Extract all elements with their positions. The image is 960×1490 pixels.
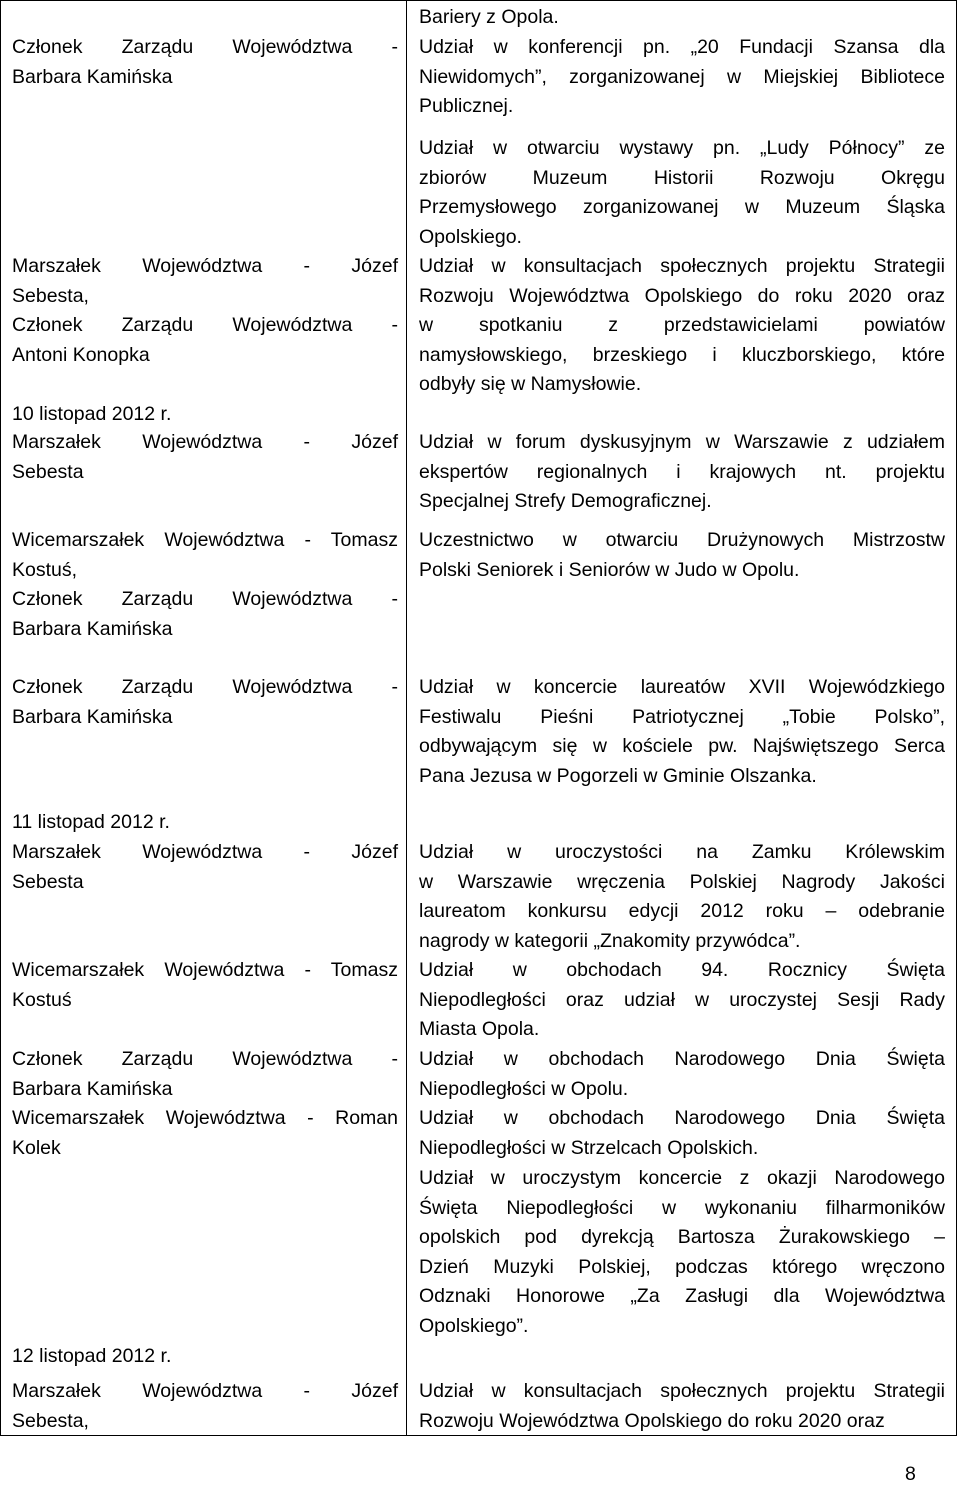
text-line: Udział w obchodach Narodowego Dnia Święta bbox=[419, 1048, 945, 1070]
text-line: Niepodległości w Opolu. bbox=[419, 1077, 629, 1100]
participant-entry bbox=[12, 673, 398, 732]
text-line: laureatom konkursu edycji 2012 roku – odebranie bbox=[419, 900, 945, 922]
text-line: Udział w otwarciu wystawy pn. „Ludy Północy” ze bbox=[419, 137, 945, 159]
text-line: Udział w konferencji pn. „20 Fundacji Szansa dla bbox=[419, 36, 945, 58]
text-line: Sebesta, bbox=[12, 284, 89, 307]
text-line: Kostuś bbox=[12, 988, 72, 1011]
event-description bbox=[419, 428, 945, 517]
event-description bbox=[419, 134, 945, 252]
text-line: Członek Zarządu Województwa - bbox=[12, 588, 398, 610]
text-line: Rozwoju Województwa Opolskiego do roku 2020 oraz bbox=[419, 284, 945, 307]
date-heading bbox=[12, 400, 398, 430]
event-description bbox=[419, 252, 945, 400]
text-line: Kostuś, bbox=[12, 558, 78, 581]
text-line: Członek Zarządu Województwa - bbox=[12, 36, 398, 58]
participant-entry bbox=[12, 428, 398, 487]
participant-entry bbox=[12, 1377, 398, 1436]
event-description bbox=[419, 673, 945, 791]
text-line: w spotkaniu z przedstawicielami powiatów bbox=[419, 314, 945, 336]
text-line: Barbara Kamińska bbox=[12, 65, 173, 88]
text-line: Członek Zarządu Województwa - bbox=[12, 1048, 398, 1070]
text-line: Niepodległości w Strzelcach Opolskich. bbox=[419, 1136, 759, 1159]
text-line: nagrody w kategorii „Znakomity przywódca”. bbox=[419, 929, 801, 952]
date-text: 12 listopad 2012 r. bbox=[12, 1345, 172, 1367]
text-line: Udział w obchodach 94. Rocznicy Święta bbox=[419, 959, 945, 981]
text-line: Miasta Opola. bbox=[419, 1018, 540, 1040]
text-line: odbywającym się w kościele pw. Najświętszego Serca bbox=[419, 735, 945, 757]
event-description bbox=[419, 1164, 945, 1341]
event-description bbox=[419, 1045, 945, 1104]
text-line: Barbara Kamińska bbox=[12, 1077, 173, 1100]
text-line: namysłowskiego, brzeskiego i kluczborskiego, które bbox=[419, 343, 945, 366]
text-line: Marszałek Województwa - Józef bbox=[12, 841, 398, 863]
participant-entry bbox=[12, 526, 398, 644]
date-heading bbox=[12, 1342, 398, 1372]
text-line: Publicznej. bbox=[419, 95, 514, 117]
event-description bbox=[419, 1104, 945, 1163]
text-line: Członek Zarządu Województwa - bbox=[12, 314, 398, 336]
event-description bbox=[419, 838, 945, 956]
text-line: Wicemarszałek Województwa - Tomasz bbox=[12, 529, 398, 551]
text-line: Wicemarszałek Województwa - Roman bbox=[12, 1107, 398, 1129]
text-line: Wicemarszałek Województwa - Tomasz bbox=[12, 959, 398, 981]
participant-entry bbox=[12, 838, 398, 897]
text-line: Marszałek Województwa - Józef bbox=[12, 431, 398, 453]
text-line: Polski Seniorek i Seniorów w Judo w Opolu. bbox=[419, 558, 800, 581]
text-line: Bariery z Opola. bbox=[419, 6, 559, 28]
text-line: Festiwalu Pieśni Patriotycznej „Tobie Polsko”, bbox=[419, 705, 945, 728]
date-text: 11 listopad 2012 r. bbox=[12, 811, 170, 833]
text-line: Uczestnictwo w otwarciu Drużynowych Mistrzostw bbox=[419, 529, 945, 551]
text-line: Antoni Konopka bbox=[12, 343, 150, 366]
participant-entry bbox=[12, 33, 398, 92]
date-heading bbox=[12, 808, 398, 838]
text-line: odbyły się w Namysłowie. bbox=[419, 373, 642, 395]
text-line: Specjalnej Strefy Demograficznej. bbox=[419, 490, 712, 512]
date-text: 10 listopad 2012 r. bbox=[12, 403, 172, 425]
participant-entry bbox=[12, 1104, 398, 1163]
text-line: Udział w forum dyskusyjnym w Warszawie z udziałem bbox=[419, 431, 945, 453]
column-divider bbox=[406, 0, 407, 1436]
participant-entry bbox=[12, 1045, 398, 1104]
text-line: Przemysłowego zorganizowanej w Muzeum Śląska bbox=[419, 196, 945, 218]
text-line: zbiorów Muzeum Historii Rozwoju Okręgu bbox=[419, 166, 945, 189]
participant-entry bbox=[12, 252, 398, 370]
text-line: Barbara Kamińska bbox=[12, 705, 173, 728]
text-line: Marszałek Województwa - Józef bbox=[12, 1380, 398, 1402]
text-line: Rozwoju Województwa Opolskiego do roku 2020 oraz bbox=[419, 1409, 885, 1432]
text-line: Udział w uroczystym koncercie z okazji Narodowego bbox=[419, 1167, 945, 1189]
text-line: Barbara Kamińska bbox=[12, 617, 173, 640]
event-description bbox=[419, 1377, 945, 1436]
text-line: Udział w obchodach Narodowego Dnia Święta bbox=[419, 1107, 945, 1129]
page-number: 8 bbox=[905, 1463, 916, 1485]
text-line: w Warszawie wręczenia Polskiej Nagrody Jakości bbox=[419, 870, 945, 893]
text-line: Święta Niepodległości w wykonaniu filharmoników bbox=[419, 1196, 945, 1219]
text-line: Odznaki Honorowe „Za Zasługi dla Województwa bbox=[419, 1285, 945, 1307]
text-line: Niewidomych”, zorganizowanej w Miejskiej Bibliotece bbox=[419, 65, 945, 88]
text-line: Sebesta bbox=[12, 460, 84, 483]
text-line: Opolskiego. bbox=[419, 225, 522, 248]
text-line: Kolek bbox=[12, 1136, 61, 1159]
text-line: ekspertów regionalnych i krajowych nt. projektu bbox=[419, 460, 945, 483]
text-line: Pana Jezusa w Pogorzeli w Gminie Olszanka. bbox=[419, 764, 817, 787]
text-line: Udział w konsultacjach społecznych projektu Strategii bbox=[419, 255, 945, 277]
text-line: Udział w koncercie laureatów XVII Wojewódzkiego bbox=[419, 676, 945, 698]
text-line: Niepodległości oraz udział w uroczystej Sesji Rady bbox=[419, 988, 945, 1011]
event-description bbox=[419, 956, 945, 1045]
event-description bbox=[419, 526, 945, 585]
event-description bbox=[419, 3, 945, 33]
text-line: Członek Zarządu Województwa - bbox=[12, 676, 398, 698]
text-line: Marszałek Województwa - Józef bbox=[12, 255, 398, 277]
text-line: Udział w uroczystości na Zamku Królewskim bbox=[419, 841, 945, 863]
text-line: Sebesta bbox=[12, 870, 84, 893]
text-line: Sebesta, bbox=[12, 1409, 89, 1432]
text-line: opolskich pod dyrekcją Bartosza Żurakowskiego – bbox=[419, 1226, 945, 1248]
event-description bbox=[419, 33, 945, 122]
text-line: Udział w konsultacjach społecznych projektu Strategii bbox=[419, 1380, 945, 1402]
text-line: Dzień Muzyki Polskiej, podczas którego wręczono bbox=[419, 1255, 945, 1278]
text-line: Opolskiego”. bbox=[419, 1314, 529, 1337]
participant-entry bbox=[12, 956, 398, 1015]
